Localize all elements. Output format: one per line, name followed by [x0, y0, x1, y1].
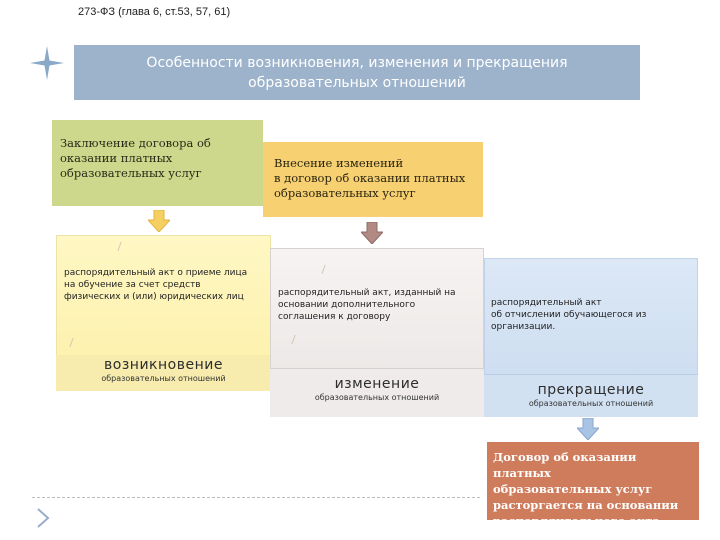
arrow-down-icon — [361, 222, 383, 244]
change-act-text — [278, 287, 478, 323]
contract-line-3: образовательных услуг — [60, 166, 202, 180]
termination-act-line-1: распорядительный акт — [491, 298, 602, 308]
emergence-band — [56, 355, 271, 391]
page-title — [74, 45, 640, 100]
note-line-4: распорядительного акта — [493, 514, 660, 528]
contract-conclusion-box — [52, 120, 263, 206]
termination-event-label: прекращение — [537, 382, 645, 398]
divider — [32, 497, 480, 498]
change-band — [270, 368, 484, 417]
note-line-2: образовательных услуг — [493, 482, 653, 496]
note-line-1: Договор об оказании платных — [493, 450, 637, 480]
chevron-right-icon[interactable] — [36, 508, 50, 528]
contract-line-1: Заключение договора об — [60, 136, 211, 150]
termination-note-box — [487, 442, 699, 528]
emergence-act-line-2: на обучение за счет средств — [64, 280, 201, 290]
termination-event-sublabel: образовательных отношений — [528, 399, 654, 408]
termination-act-line-3: организации. — [491, 322, 556, 332]
change-act-line-2: основании дополнительного — [278, 300, 416, 310]
termination-band — [484, 374, 698, 417]
note-line-3: расторгается на основании — [493, 498, 679, 512]
emergence-act-text — [64, 267, 269, 303]
termination-act-text — [491, 297, 691, 333]
change-act-line-1: распорядительный акт, изданный на — [278, 288, 456, 298]
sparkle-icon — [30, 46, 64, 80]
change-event-sublabel: образовательных отношений — [314, 393, 440, 402]
change-act-line-3: соглашения к договору — [278, 312, 391, 322]
arrow-down-icon — [577, 418, 599, 440]
emergence-act-line-3: физических и (или) юридических лиц — [64, 292, 244, 302]
changes-line-3: образовательных услуг — [274, 186, 416, 200]
changes-line-2: в договор об оказании платных — [274, 171, 466, 185]
emergence-act-line-1: распорядительный акт о приеме лица — [64, 268, 248, 278]
change-event-label: изменение — [334, 376, 420, 392]
emergence-event-sublabel: образовательных отношений — [101, 374, 226, 383]
emergence-event-label: возникновение — [104, 357, 223, 373]
contract-line-2: оказании платных — [60, 151, 173, 165]
title-line-2: образовательных отношений — [248, 74, 466, 91]
law-reference: 273-ФЗ (глава 6, ст.53, 57, 61) — [78, 6, 231, 18]
contract-changes-box — [263, 142, 483, 217]
changes-line-1: Внесение изменений — [274, 156, 404, 170]
termination-act-line-2: об отчислении обучающегося из — [491, 310, 647, 320]
arrow-down-icon — [148, 210, 170, 232]
title-line-1: Особенности возникновения, изменения и прекращения — [146, 54, 568, 71]
